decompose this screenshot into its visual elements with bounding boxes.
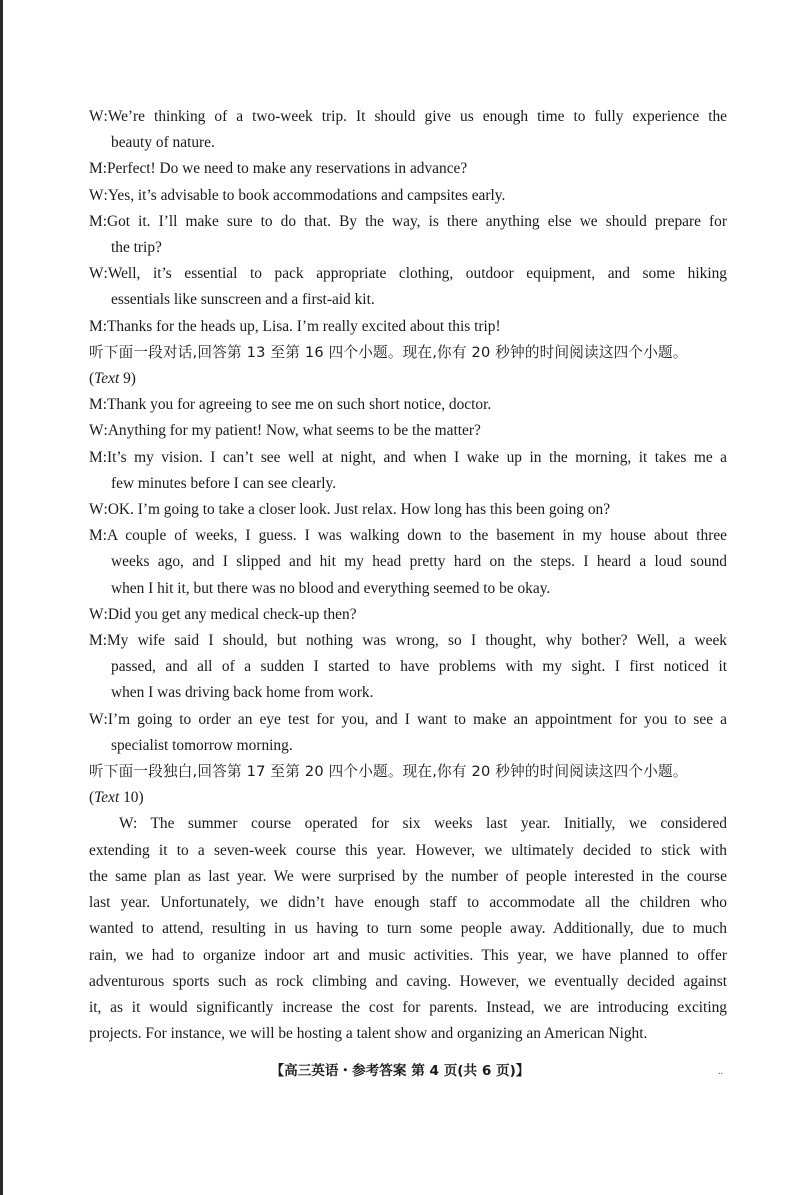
- monologue-text: the same plan as last year. We were surprised by the number of people interested in the course: [89, 867, 727, 885]
- monologue-text: adventurous sports such as rock climbing and caving. However, we eventually decided against: [89, 972, 727, 990]
- dialogue-text: Well, it’s essential to pack appropriate clothing, outdoor equipment, and some hiking: [107, 265, 727, 283]
- dialogue-text9: [89, 392, 727, 759]
- dialogue-text: passed, and all of a sudden I started to have problems with my sight. I first noticed it: [111, 658, 727, 676]
- speaker-label: M: [89, 632, 103, 650]
- dialogue-line: [89, 549, 727, 575]
- dialogue-text: Thank you for agreeing to see me on such short notice, doctor.: [106, 396, 492, 414]
- dialogue-line: M:My wife said I should, but nothing was wrong, so I thought, why bother? Well, a week: [89, 632, 727, 650]
- speaker-label: M: [89, 448, 103, 466]
- dialogue-text: weeks ago, and I slipped and hit my head pretty hard on the steps. I heard a loud sound: [111, 553, 727, 571]
- monologue-text: rain, we had to organize indoor art and music activities. This year, we have planned to offer: [89, 946, 727, 964]
- dialogue-text: OK. I’m going to take a closer look. Just relax. How long has this been going on?: [107, 501, 611, 519]
- dialogue-text: I’m going to order an eye test for you, and I want to make an appointment for you to see a: [107, 710, 727, 728]
- text9-label: (Text 9): [89, 370, 136, 388]
- dialogue-line: [89, 576, 727, 602]
- dialogue-line: W:OK. I’m going to take a closer look. Just relax. How long has this been going on?: [89, 501, 611, 519]
- dialogue-line: M:It’s my vision. I can’t see well at night, and when I wake up in the morning, it takes me a: [89, 448, 727, 466]
- answer-key-page: [89, 104, 727, 1047]
- monologue-text: last year. Unfortunately, we didn’t have enough staff to accommodate all the children who: [89, 894, 727, 912]
- monologue-text: The summer course operated for six weeks last year. Initially, we considered: [150, 815, 727, 833]
- instruction-text9: 听下面一段对话,回答第 13 至第 16 四个小题。现在,你有 20 秒钟的时间阅读这四个小题。: [89, 343, 688, 361]
- dialogue-line: W:Well, it’s essential to pack appropriate clothing, outdoor equipment, and some hiking: [89, 265, 727, 283]
- speaker-label: M: [89, 212, 103, 230]
- dialogue-text: essentials like sunscreen and a first-aid kit.: [111, 291, 375, 309]
- dialogue-line: [89, 130, 727, 156]
- dialogue-part1: [89, 104, 727, 340]
- scan-left-edge: [0, 0, 3, 1195]
- dialogue-line: M:Thank you for agreeing to see me on such short notice, doctor.: [89, 396, 492, 414]
- speaker-label: M: [89, 396, 103, 414]
- speaker-label: W: [89, 501, 104, 519]
- speaker-label: W: [89, 186, 104, 204]
- monologue-text: it, as it would significantly increase the cost for parents. Instead, we are introducing exciting: [89, 998, 727, 1016]
- monologue-text: projects. For instance, we will be hosting a talent show and organizing an American Night.: [89, 1025, 648, 1043]
- dialogue-text: Anything for my patient! Now, what seems to be the matter?: [107, 422, 481, 440]
- monologue-line: [89, 916, 727, 942]
- speaker-label: M: [89, 527, 103, 545]
- dialogue-line: W:Anything for my patient! Now, what seems to be the matter?: [89, 422, 481, 440]
- dialogue-text: beauty of nature.: [111, 134, 215, 152]
- dialogue-text: Perfect! Do we need to make any reservations in advance?: [106, 160, 468, 178]
- dialogue-text: Yes, it’s advisable to book accommodations and campsites early.: [107, 186, 506, 204]
- dialogue-text: Did you get any medical check-up then?: [107, 605, 357, 623]
- dialogue-line: W:Yes, it’s advisable to book accommodations and campsites early.: [89, 186, 506, 204]
- monologue-line: [89, 864, 727, 890]
- dialogue-line: W:Did you get any medical check-up then?: [89, 605, 357, 623]
- monologue-line: [89, 838, 727, 864]
- text-word: Text: [94, 370, 120, 388]
- text-number: 9): [119, 370, 136, 388]
- dialogue-text: A couple of weeks, I guess. I was walking down to the basement in my house about three: [106, 527, 727, 545]
- speaker-label: W: [89, 710, 104, 728]
- dialogue-line: M:Thanks for the heads up, Lisa. I’m really excited about this trip!: [89, 317, 501, 335]
- dialogue-text: when I was driving back home from work.: [111, 684, 374, 702]
- monologue-line: W: The summer course operated for six weeks last year. Initially, we considered: [119, 815, 727, 833]
- page-footer: 【高三英语・参考答案 第 4 页(共 6 页)】: [270, 1063, 530, 1079]
- dialogue-text: Thanks for the heads up, Lisa. I’m really excited about this trip!: [106, 317, 501, 335]
- dialogue-text: the trip?: [111, 239, 162, 257]
- dialogue-line: [89, 235, 727, 261]
- text-word: Text: [94, 789, 120, 807]
- speaker-label: M: [89, 160, 103, 178]
- text10-label: (Text 10): [89, 789, 144, 807]
- instruction-text10: 听下面一段独白,回答第 17 至第 20 四个小题。现在,你有 20 秒钟的时间阅读这四个小题。: [89, 763, 688, 781]
- monologue-line: [89, 890, 727, 916]
- dialogue-line: W:I’m going to order an eye test for you, and I want to make an appointment for you to see a: [89, 710, 727, 728]
- dialogue-line: W:We’re thinking of a two-week trip. It should give us enough time to fully experience the: [89, 108, 727, 125]
- speaker-label: W: [89, 108, 104, 125]
- dialogue-line: M:Got it. I’ll make sure to do that. By the way, is there anything else we should prepare for: [89, 212, 727, 230]
- dialogue-text: We’re thinking of a two-week trip. It should give us enough time to fully experience the: [107, 108, 727, 125]
- speaker-label: W: [89, 265, 104, 283]
- dialogue-line: M:Perfect! Do we need to make any reservations in advance?: [89, 160, 468, 178]
- dialogue-line: [89, 471, 727, 497]
- speaker-label: M: [89, 317, 103, 335]
- text-number: 10): [119, 789, 144, 807]
- dialogue-text: It’s my vision. I can’t see well at night, and when I wake up in the morning, it takes me a: [106, 448, 727, 466]
- speaker-label: W: [89, 605, 104, 623]
- monologue-text: wanted to attend, resulting in us having to turn some people away. Additionally, due to much: [89, 920, 727, 938]
- dialogue-line: [89, 733, 727, 759]
- dialogue-text: few minutes before I can see clearly.: [111, 474, 337, 492]
- corner-mark: ..: [718, 1066, 723, 1077]
- monologue-line: [89, 1021, 727, 1047]
- monologue-line: [89, 969, 727, 995]
- dialogue-line: [89, 654, 727, 680]
- monologue-text: extending it to a seven-week course this year. However, we ultimately decided to stick with: [89, 841, 727, 859]
- dialogue-line: M:A couple of weeks, I guess. I was walking down to the basement in my house about three: [89, 527, 727, 545]
- speaker-label: W: [119, 815, 133, 833]
- dialogue-line: [89, 680, 727, 706]
- speaker-label: W: [89, 422, 104, 440]
- dialogue-line: [89, 287, 727, 313]
- monologue-line: [89, 995, 727, 1021]
- monologue-line: [89, 943, 727, 969]
- dialogue-text: when I hit it, but there was no blood and everything seemed to be okay.: [111, 579, 551, 597]
- monologue-text10: [89, 811, 727, 1047]
- dialogue-text: specialist tomorrow morning.: [111, 736, 293, 754]
- dialogue-text: Got it. I’ll make sure to do that. By the way, is there anything else we should prepare for: [106, 212, 727, 230]
- dialogue-text: My wife said I should, but nothing was wrong, so I thought, why bother? Well, a week: [106, 632, 727, 650]
